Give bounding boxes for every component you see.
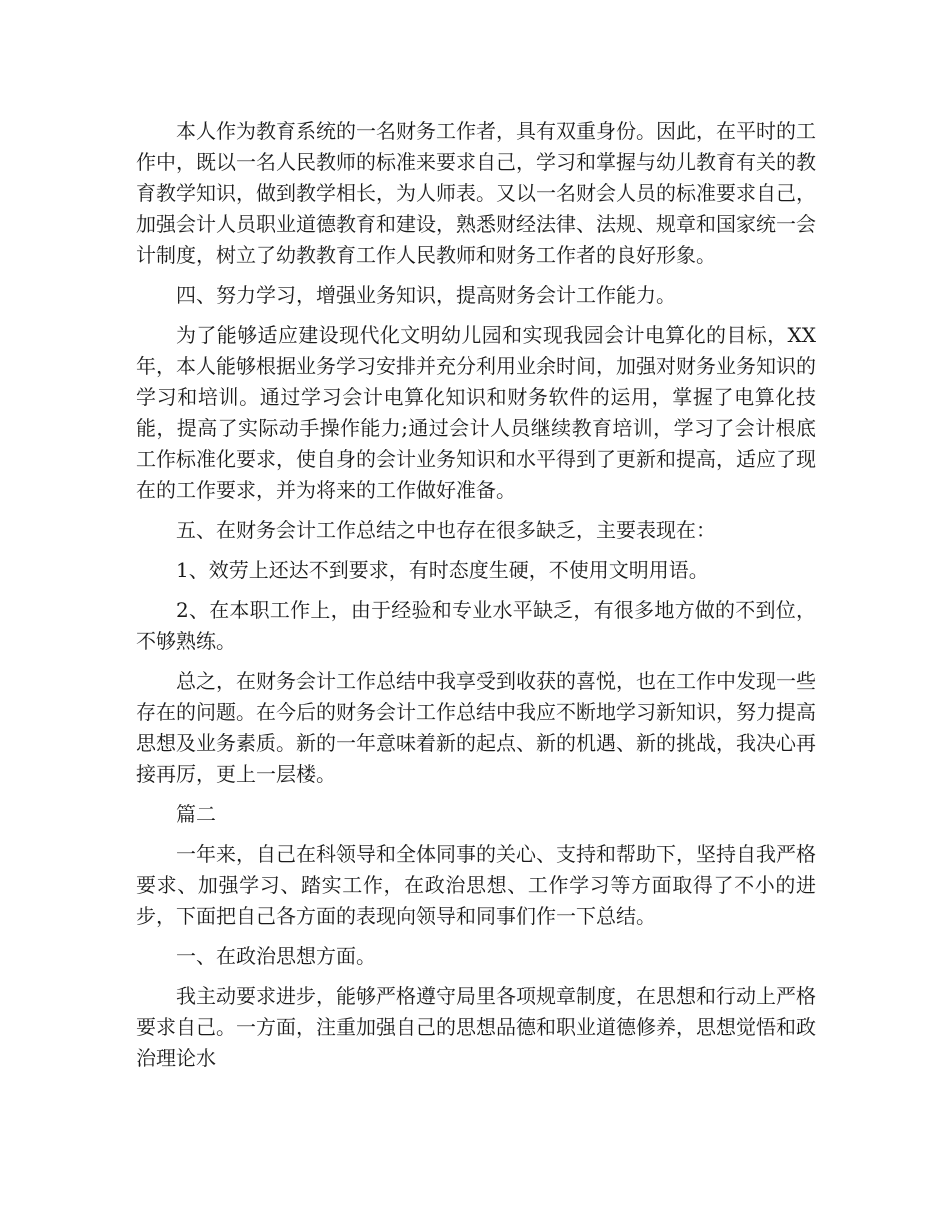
section-title-part-two: 篇二 (176, 802, 216, 826)
heading-section-five: 五、在财务会计工作总结之中也存在很多缺乏，主要表现在： (176, 518, 716, 542)
document-page (136, 116, 816, 1083)
list-item-2: 2、在本职工作上，由于经验和专业水平缺乏，有很多地方做的不到位，不够熟练。 (136, 598, 816, 653)
paragraph-learning: 为了能够适应建设现代化文明幼儿园和实现我园会计电算化的目标，XX年，本人能够根据业务学习安排并充分利用业余时间，加强对财务业务知识的学习和培训。通过学习会计电算化知识和财务软件的运用，掌握了电算化技能，提高了实际动手操作能力;通过会计人员继续教育培训，学习了会计根底工作标准化要求，使自身的会计业务知识和水平得到了更新和提高，适应了现在的工作要求，并为将来的工作做好准备。 (136, 323, 816, 502)
paragraph-year-summary: 一年来，自己在科领导和全体同事的关心、支持和帮助下，坚持自我严格要求、加强学习、踏实工作，在政治思想、工作学习等方面取得了不小的进步，下面把自己各方面的表现向领导和同事们作一下总结。 (136, 842, 816, 928)
paragraph-conclusion: 总之，在财务会计工作总结中我享受到收获的喜悦，也在工作中发现一些存在的问题。在今后的财务会计工作总结中我应不断地学习新知识，努力提高思想及业务素质。新的一年意味着新的起点、新的机遇、新的挑战，我决心再接再厉，更上一层楼。 (136, 669, 816, 786)
paragraph-dual-identity: 本人作为教育系统的一名财务工作者，具有双重身份。因此，在平时的工作中，既以一名人民教师的标准来要求自己，学习和掌握与幼儿教育有关的教育教学知识，做到教学相长，为人师表。又以一名财会人员的标准要求自己，加强会计人员职业道德教育和建设，熟悉财经法律、法规、规章和国家统一会计制度，树立了幼教教育工作人民教师和财务工作者的良好形象。 (136, 119, 816, 267)
list-item-1: 1、效劳上还达不到要求，有时态度生硬，不使用文明用语。 (176, 558, 709, 582)
heading-section-four: 四、努力学习，增强业务知识，提高财务会计工作能力。 (176, 283, 676, 307)
heading-political-thought: 一、在政治思想方面。 (176, 944, 376, 968)
paragraph-political-detail: 我主动要求进步，能够严格遵守局里各项规章制度，在思想和行动上严格要求自己。一方面，注重加强自己的思想品德和职业道德修养，思想觉悟和政治理论水 (136, 984, 816, 1070)
